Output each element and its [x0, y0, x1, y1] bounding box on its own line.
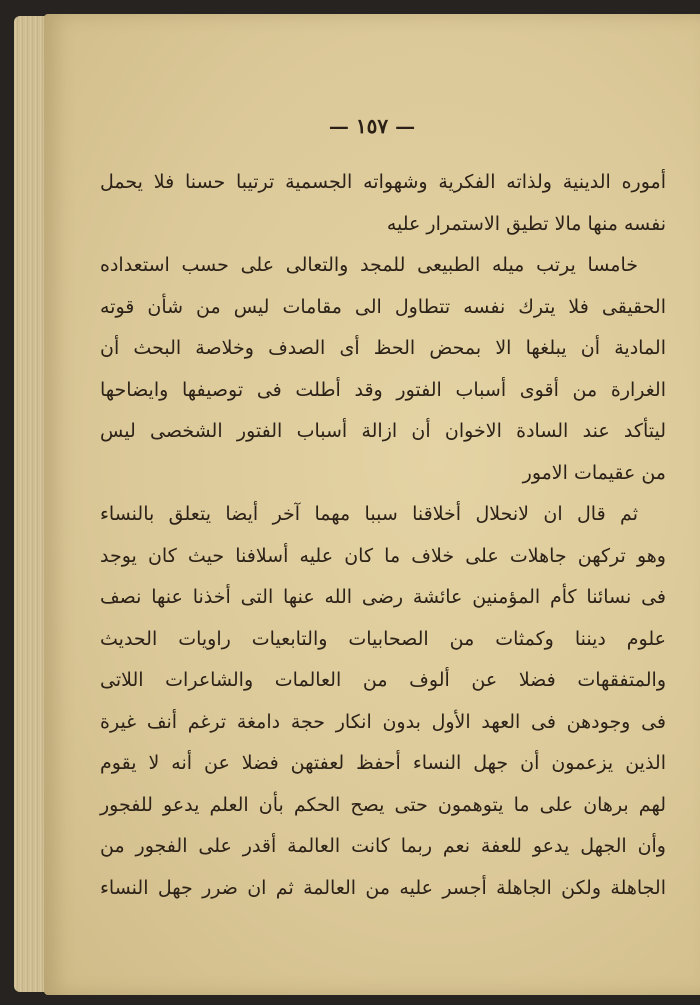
body-text [100, 162, 666, 909]
text-line: الغرارة من أقوى أسباب الفتور وقد أطلت فى توصيفها وايضاحها [100, 378, 666, 401]
text-line: أموره الدينية ولذاته الفكرية وشهواته الجسمية ترتيبا حسنا فلا يحمل [100, 171, 666, 193]
page-number: — ١٥٧ — [328, 114, 416, 138]
text-line: ثم قال ان لانحلال أخلاقنا سببا مهما آخر أيضا يتعلق بالنساء [100, 503, 638, 525]
text-line: علوم ديننا وكمثات من الصحابيات والتابعيات راويات الحديث [100, 627, 666, 650]
text-line: من عقيمات الامور [522, 461, 666, 484]
text-line: وأن الجهل يدعو للعفة نعم ربما كانت العالمة أقدر على الفجور من [100, 835, 666, 857]
text-line: لهم برهان على ما يتوهمون حتى يصح الحكم بأن العلم يدعو للفجور [100, 793, 666, 816]
text-line: خامسا يرتب ميله الطبيعى للمجد والتعالى على حسب استعداده [100, 254, 638, 276]
text-line: الذين يزعمون أن جهل النساء أحفظ لعفتهن فضلا عن أنه لا يقوم [100, 752, 666, 774]
book-page [44, 14, 700, 995]
text-line: نفسه منها مالا تطيق الاستمرار عليه [386, 212, 666, 235]
text-line: المادية أن يبلغها الا بمحض الحظ أى الصدف وخلاصة البحث أن [100, 337, 666, 359]
text-line: فى وجودهن فى العهد الأول بدون انكار حجة دامغة ترغم أنف غيرة [100, 710, 666, 733]
text-line: ليتأكد عند السادة الاخوان أن ازالة أسباب الفتور الشخصى ليس [100, 420, 666, 442]
text-line: الجاهلة ولكن الجاهلة أجسر عليه من العالمة ثم ان ضرر جهل النساء [100, 876, 666, 899]
text-line: فى نسائنا كأم المؤمنين عائشة رضى الله عنها التى أخذنا عنها نصف [100, 586, 666, 608]
text-line: وهو تركهن جاهلات على خلاف ما كان عليه أسلافنا حيث كان يوجد [100, 544, 666, 567]
text-line: الحقيقى فلا يترك نفسه تتطاول الى مقامات ليس من شأن قوته [100, 295, 666, 318]
text-line: والمتفقهات فضلا عن ألوف من العالمات والشاعرات اللاتى [100, 669, 666, 691]
